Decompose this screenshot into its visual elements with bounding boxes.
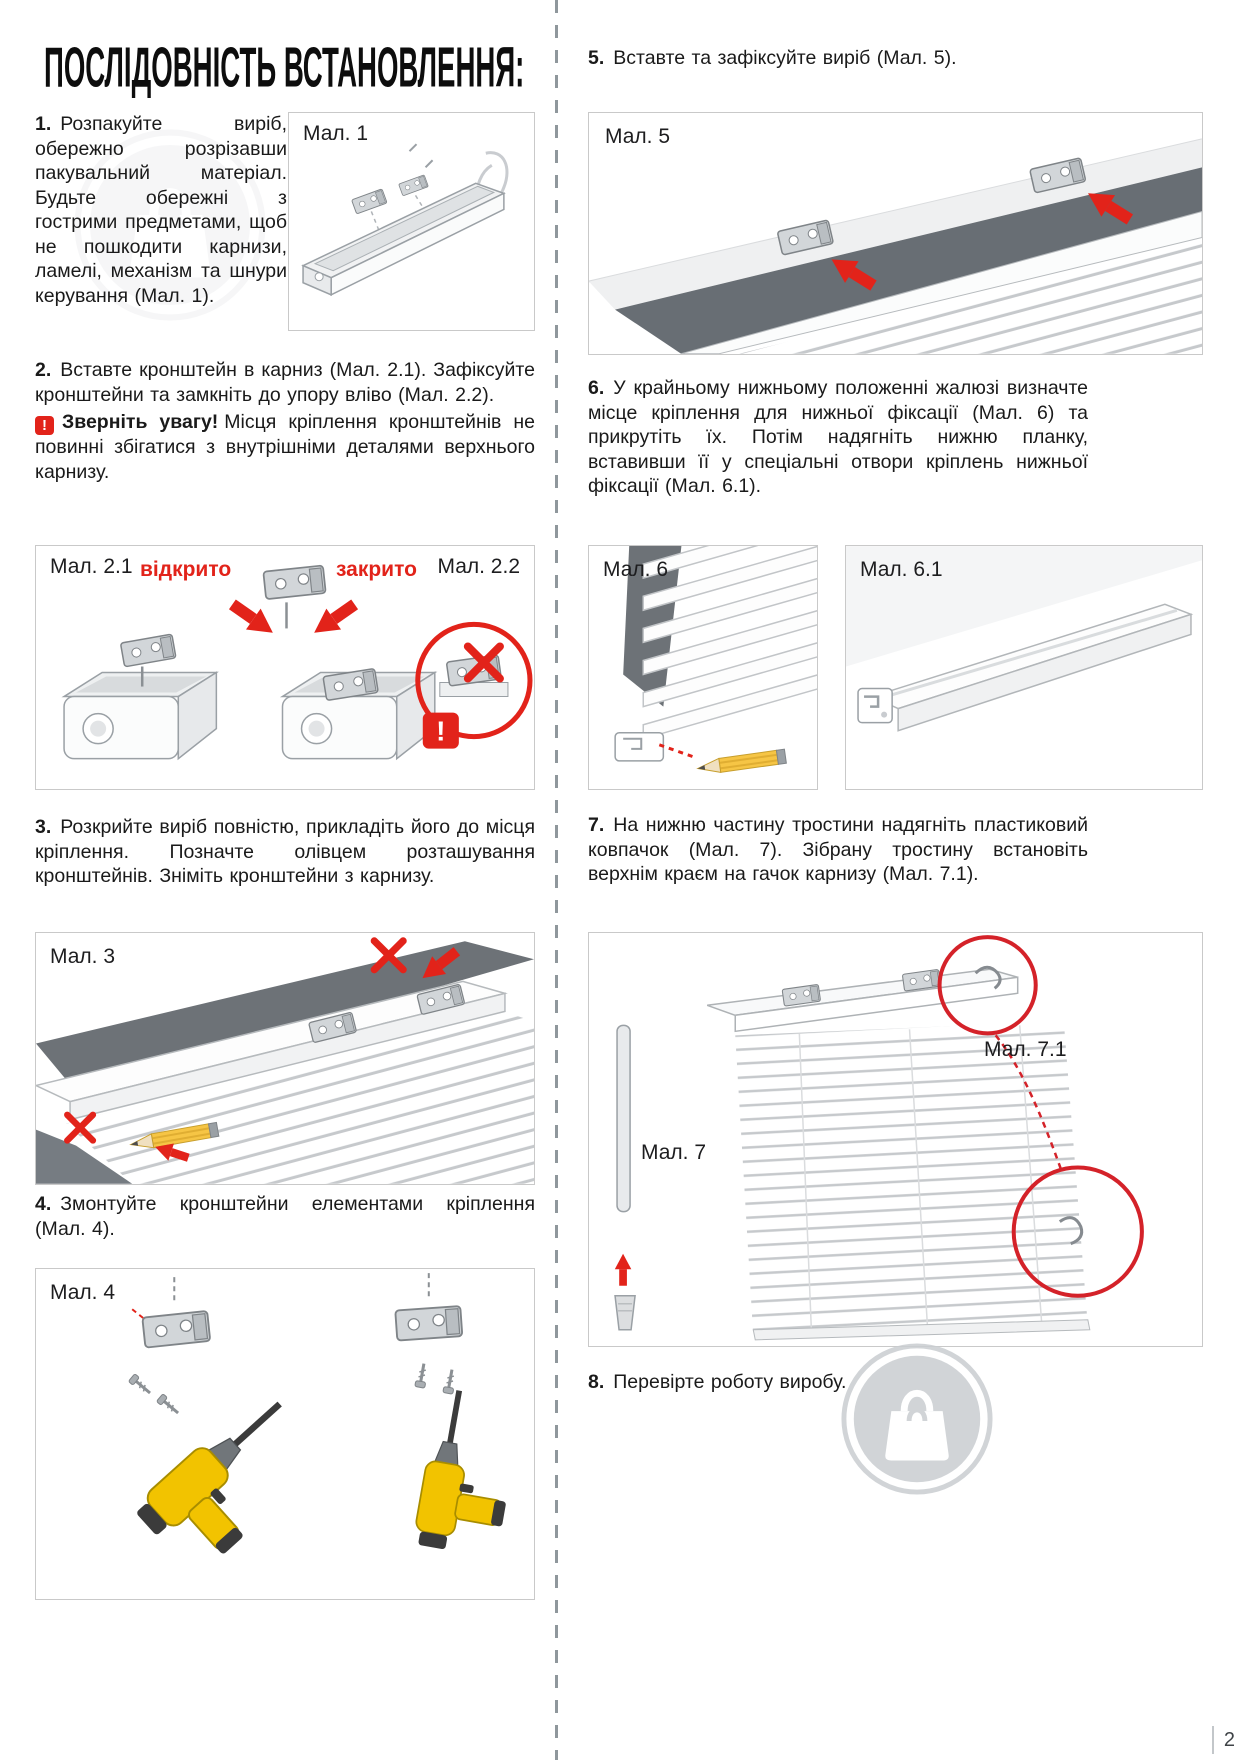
figure-6-1-illustration	[846, 546, 1202, 789]
step-8-number: 8.	[588, 1371, 605, 1393]
step-8-text: Перевірте роботу виробу.	[613, 1371, 847, 1393]
figure-2-1-label: Мал. 2.1	[50, 555, 133, 578]
page-title-text: ПОСЛІДОВНІСТЬ ВСТАНОВЛЕННЯ:	[44, 35, 525, 99]
step-1-number: 1.	[35, 113, 52, 135]
step-5-number: 5.	[588, 47, 605, 69]
step-4-text: Змонтуйте кронштейни елементами кріплення (Мал. 4).	[35, 1193, 535, 1240]
figure-1-label: Мал. 1	[303, 122, 369, 145]
column-divider	[555, 0, 558, 1760]
svg-text:!: !	[436, 715, 446, 747]
step-6-text: У крайньому нижньому положенні жалюзі визначте місце кріплення для нижньої фіксації (Мал. 6) та прикрутіть їх. Потім надягніть нижню планку, вставивши її у спеціальні отвори кріплень нижньої фіксації (Мал. 6.1).	[588, 377, 1088, 498]
figure-3-box	[35, 932, 535, 1185]
step-3-paragraph	[35, 815, 535, 889]
step-2-number: 2.	[35, 359, 52, 381]
watermark-badge-icon	[838, 1340, 996, 1498]
figure-6-1-box	[845, 545, 1203, 790]
figure-3-illustration	[36, 933, 534, 1184]
step-1-paragraph	[35, 112, 287, 309]
watermark	[838, 1340, 996, 1498]
warning-icon: !	[35, 416, 54, 435]
figure-4-box	[35, 1268, 535, 1600]
step-1-text: Розпакуйте виріб, обережно розрізавши пакувальний матеріал. Будьте обережні з гострими предметами, щоб не пошкодити карнизи, ламелі, механізм та шнури керування (Мал. 1).	[35, 113, 287, 307]
figure-7-illustration	[589, 933, 1202, 1346]
step-5-text: Вставте та зафіксуйте виріб (Мал. 5).	[613, 47, 957, 69]
figure-2-open-label: відкрито	[140, 558, 232, 581]
figure-2-illustration	[36, 546, 534, 789]
warning-label: Зверніть увагу!	[62, 411, 219, 434]
step-2-block	[35, 358, 535, 484]
figure-6-illustration	[589, 546, 817, 789]
figure-2-2-label: Мал. 2.2	[437, 555, 520, 578]
page-number	[1212, 1726, 1235, 1754]
figure-5-label: Мал. 5	[605, 125, 671, 148]
warning-text: Місця кріплення кронштейнів не повинні збігатися з внутрішніми деталями верхнього карнизу.	[35, 411, 535, 483]
figure-2-closed-label: закрито	[336, 558, 417, 581]
step-6-paragraph	[588, 376, 1088, 499]
figure-1-box	[288, 112, 535, 331]
step-3-text: Розкрийте виріб повністю, прикладіть його до місця кріплення. Позначте олівцем розташування кронштейнів. Зніміть кронштейни з карнизу.	[35, 816, 535, 888]
step-3-number: 3.	[35, 816, 52, 838]
step-2-warning-paragraph	[35, 410, 535, 484]
figure-4-illustration	[36, 1269, 534, 1599]
figure-6-1-label: Мал. 6.1	[860, 558, 943, 581]
step-4-number: 4.	[35, 1193, 52, 1215]
step-2-text: Вставте кронштейн в карниз (Мал. 2.1). Зафіксуйте кронштейни та замкніть до упору вліво (Мал. 2.2).	[35, 359, 535, 406]
step-6-number: 6.	[588, 377, 605, 399]
figure-5-illustration	[589, 113, 1202, 354]
figure-6-label: Мал. 6	[603, 558, 669, 581]
step-4-paragraph	[35, 1192, 535, 1241]
figure-3-label: Мал. 3	[50, 945, 116, 968]
step-2-paragraph	[35, 358, 535, 407]
figure-2-box	[35, 545, 535, 790]
figure-6-box	[588, 545, 818, 790]
page-title	[44, 34, 564, 104]
figure-7-1-label: Мал. 7.1	[984, 1038, 1067, 1061]
step-7-paragraph	[588, 813, 1088, 887]
figure-7-label: Мал. 7	[641, 1141, 707, 1164]
page-number-divider	[1212, 1726, 1214, 1754]
figure-4-label: Мал. 4	[50, 1281, 116, 1304]
step-5-paragraph	[588, 46, 1088, 71]
page-number-value: 2	[1223, 1728, 1235, 1751]
figure-7-box	[588, 932, 1203, 1347]
step-7-number: 7.	[588, 814, 605, 836]
step-7-text: На нижню частину тростини надягніть пластиковий ковпачок (Мал. 7). Зібрану тростину встановіть верхнім краєм на гачок карнизу (Мал. 7.1).	[588, 814, 1088, 886]
figure-5-box	[588, 112, 1203, 355]
